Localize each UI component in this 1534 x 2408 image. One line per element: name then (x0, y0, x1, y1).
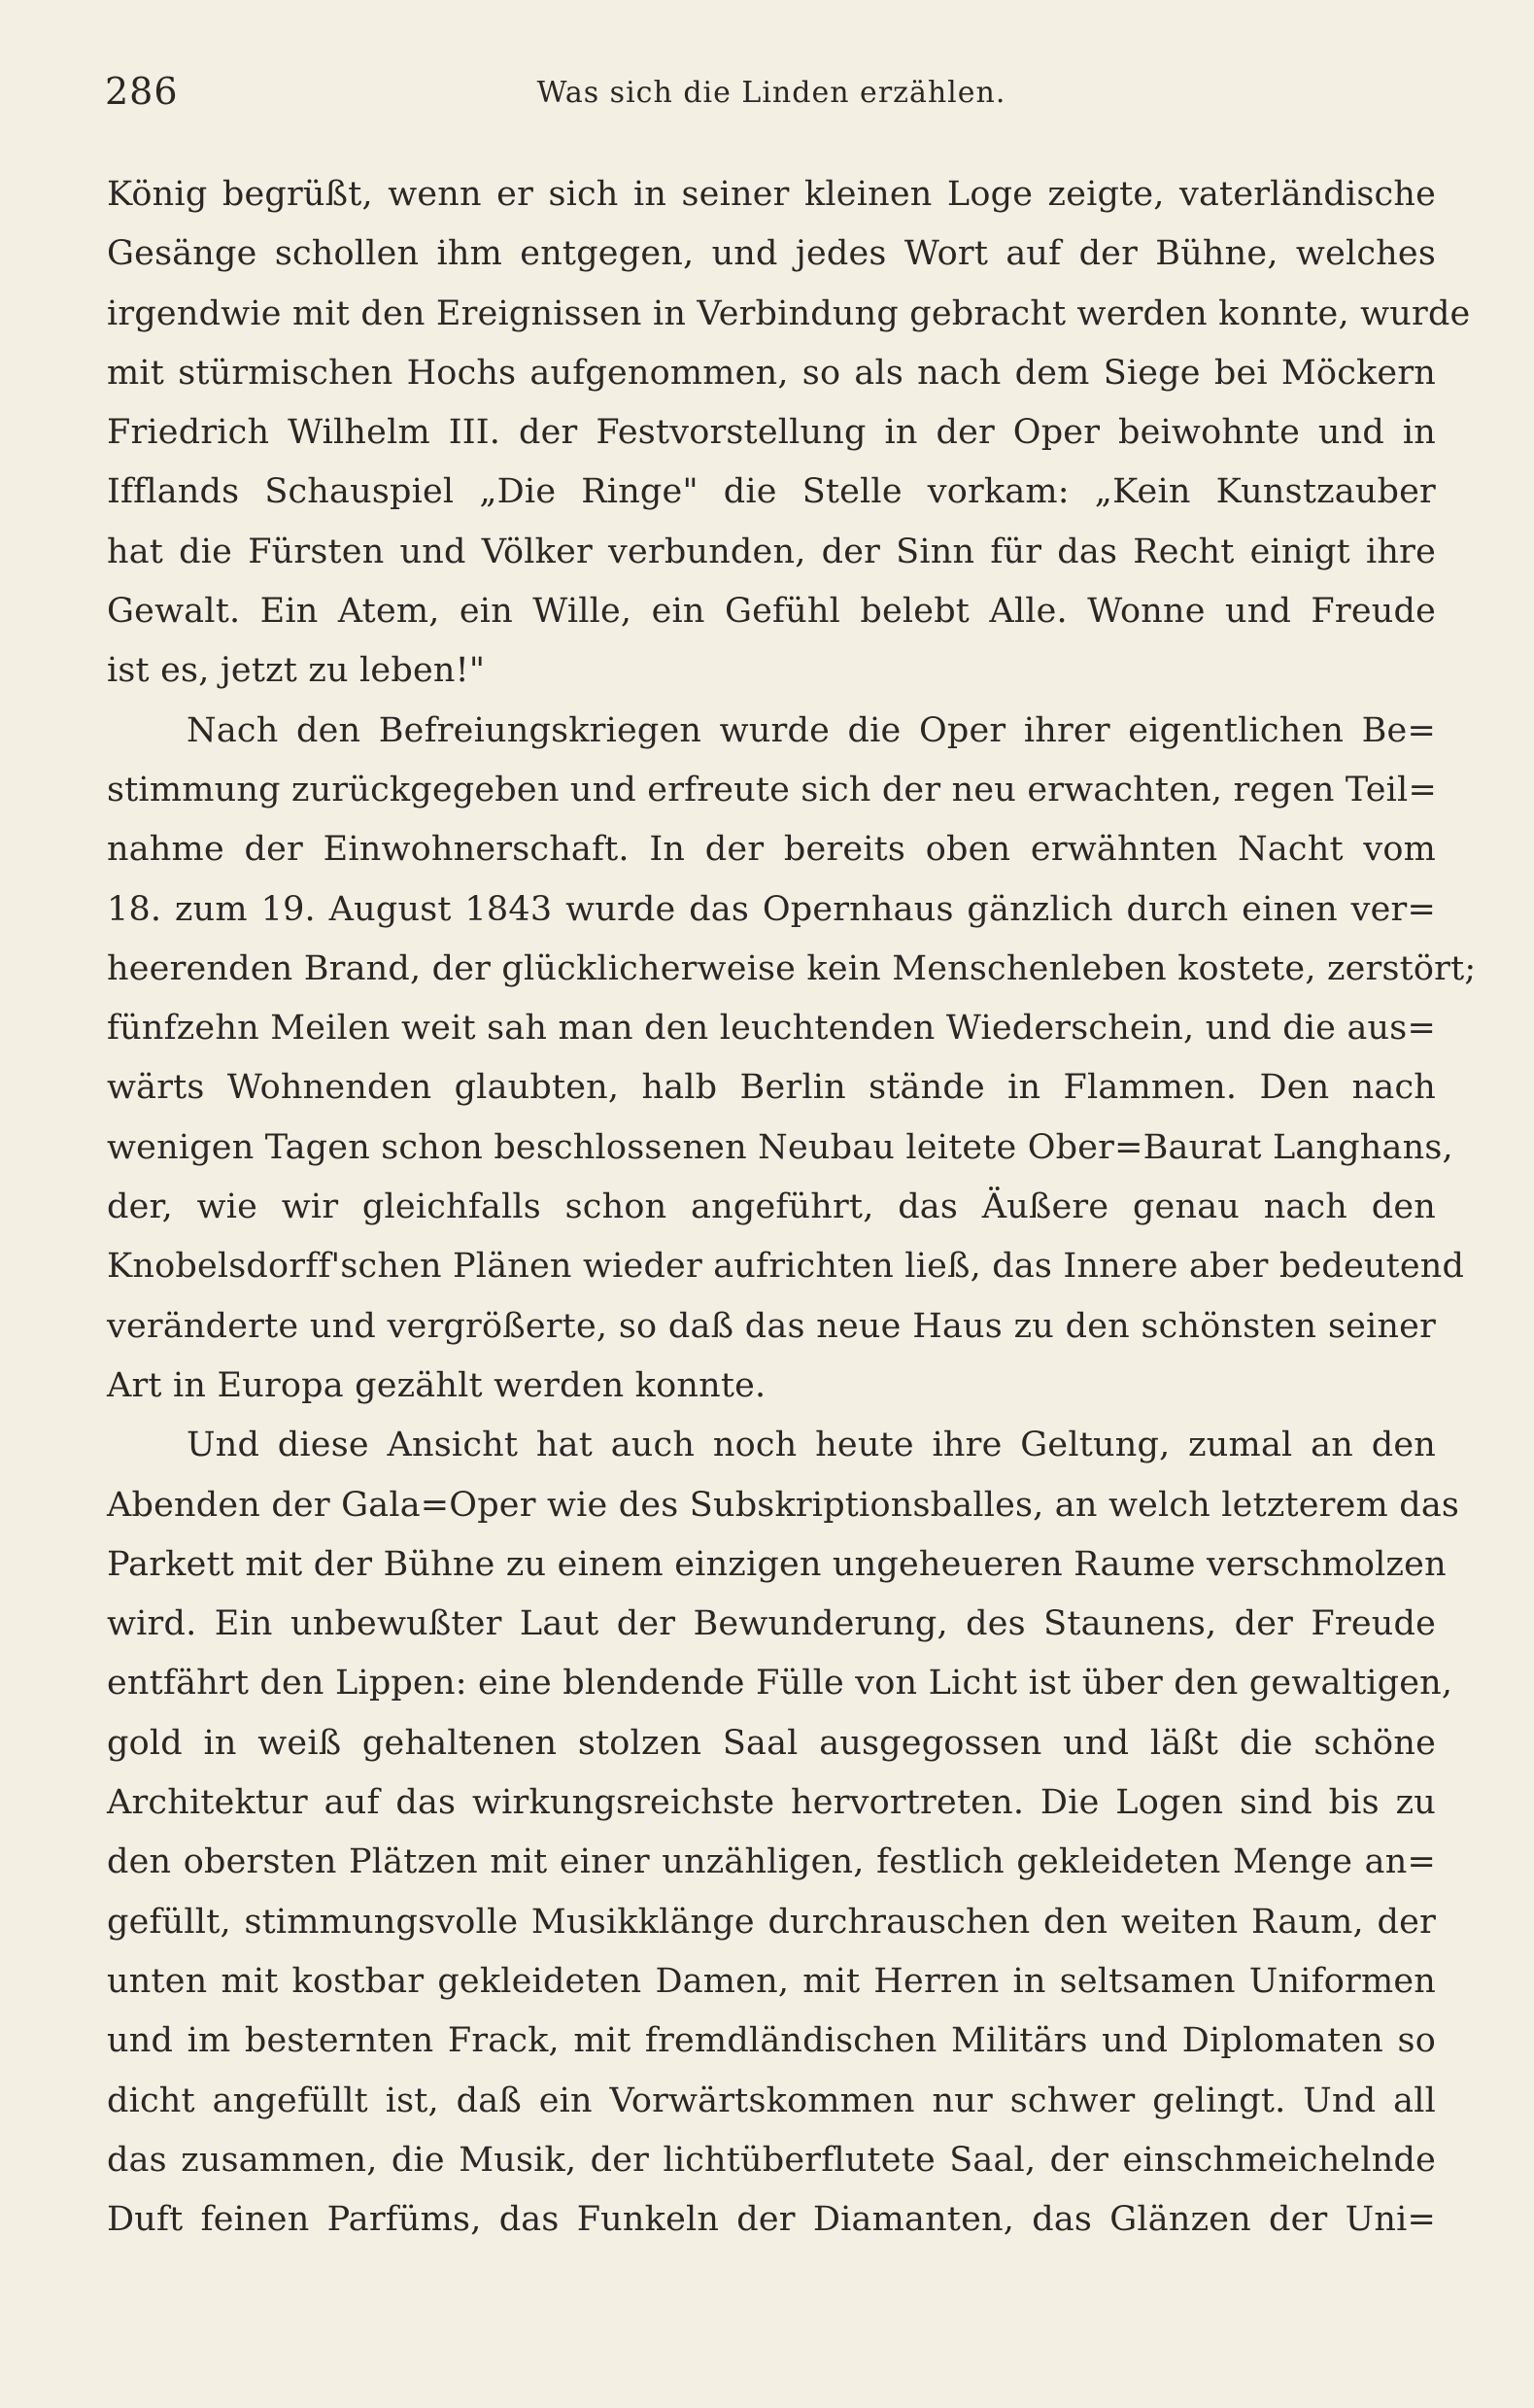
paragraph-start-line: Nach den Befreiungskriegen wurde die Oper ihrer eigentlichen Be= (187, 710, 1436, 750)
text-line: und im besternten Frack, mit fremdländischen Militärs und Diplomaten so (107, 2021, 1436, 2061)
text-line: gefüllt, stimmungsvolle Musikklänge durchrauschen den weiten Raum, der (107, 1902, 1436, 1942)
paragraph-start-line: Und diese Ansicht hat auch noch heute ihre Geltung, zumal an den (187, 1426, 1436, 1465)
text-line: Knobelsdorff'schen Plänen wieder aufrichten ließ, das Innere aber bedeutend (107, 1247, 1465, 1287)
text-line: mit stürmischen Hochs aufgenommen, so als nach dem Siege bei Möckern (107, 353, 1436, 393)
body-text (107, 165, 1477, 2250)
text-line: Abenden der Gala=Oper wie des Subskriptionsballes, an welch letzterem das (107, 1485, 1460, 1525)
page-header (105, 70, 1438, 119)
text-line: das zusammen, die Musik, der lichtüberflutete Saal, der einschmeichelnde (107, 2140, 1436, 2180)
text-line: Gewalt. Ein Atem, ein Wille, ein Gefühl belebt Alle. Wonne und Freude (107, 592, 1436, 632)
text-line: entfährt den Lippen: eine blendende Fülle von Licht ist über den gewaltigen, (107, 1664, 1453, 1703)
text-line: Gesänge schollen ihm entgegen, und jedes Wort auf der Bühne, welches (107, 234, 1436, 274)
text-line: nahme der Einwohnerschaft. In der bereits oben erwähnten Nacht vom (107, 830, 1436, 870)
paragraph-end-line: Art in Europa gezählt werden konnte. (107, 1365, 767, 1405)
text-line: wird. Ein unbewußter Laut der Bewunderung, des Staunens, der Freude (107, 1604, 1436, 1644)
text-line: gold in weiß gehaltenen stolzen Saal ausgegossen und läßt die schöne (107, 1723, 1436, 1763)
text-line: irgendwie mit den Ereignissen in Verbindung gebracht werden konnte, wurde (107, 293, 1471, 333)
text-line: Parkett mit der Bühne zu einem einzigen ungeheueren Raume verschmolzen (107, 1544, 1447, 1584)
text-line: fünfzehn Meilen weit sah man den leuchtenden Wiederschein, und die aus= (107, 1009, 1436, 1049)
text-line: der, wie wir gleichfalls schon angeführt, das Äußere genau nach den (107, 1187, 1436, 1227)
paragraph-end-line: ist es, jetzt zu leben!" (107, 651, 486, 691)
text-line: Ifflands Schauspiel „Die Ringe" die Stelle vorkam: „Kein Kunstzauber (107, 472, 1436, 512)
text-line: stimmung zurückgegeben und erfreute sich der neu erwachten, regen Teil= (107, 770, 1437, 809)
text-line: wenigen Tagen schon beschlossenen Neubau leitete Ober=Baurat Langhans, (107, 1127, 1453, 1167)
text-line: veränderte und vergrößerte, so daß das neue Haus zu den schönsten seiner (107, 1306, 1436, 1346)
text-line: 18. zum 19. August 1843 wurde das Opernhaus gänzlich durch einen ver= (107, 889, 1436, 929)
text-line: dicht angefüllt ist, daß ein Vorwärtskommen nur schwer gelingt. Und all (107, 2081, 1436, 2120)
text-line: den obersten Plätzen mit einer unzähligen, festlich gekleideten Menge an= (107, 1842, 1436, 1882)
running-title: Was sich die Linden erzählen. (536, 76, 1006, 110)
text-line: wärts Wohnenden glaubten, halb Berlin stände in Flammen. Den nach (107, 1068, 1436, 1108)
text-line: Friedrich Wilhelm III. der Festvorstellung in der Oper beiwohnte und in (107, 413, 1436, 453)
text-line: unten mit kostbar gekleideten Damen, mit Herren in seltsamen Uniformen (107, 1961, 1436, 2001)
page-number: 286 (105, 70, 179, 113)
text-line: hat die Fürsten und Völker verbunden, der Sinn für das Recht einigt ihre (107, 532, 1436, 571)
text-line: heerenden Brand, der glücklicherweise kein Menschenleben kostete, zerstört; (107, 948, 1477, 988)
text-line: Architektur auf das wirkungsreichste hervortreten. Die Logen sind bis zu (107, 1783, 1436, 1823)
text-line: König begrüßt, wenn er sich in seiner kleinen Loge zeigte, vaterländische (107, 175, 1436, 214)
text-line: Duft feinen Parfüms, das Funkeln der Diamanten, das Glänzen der Uni= (107, 2200, 1436, 2240)
